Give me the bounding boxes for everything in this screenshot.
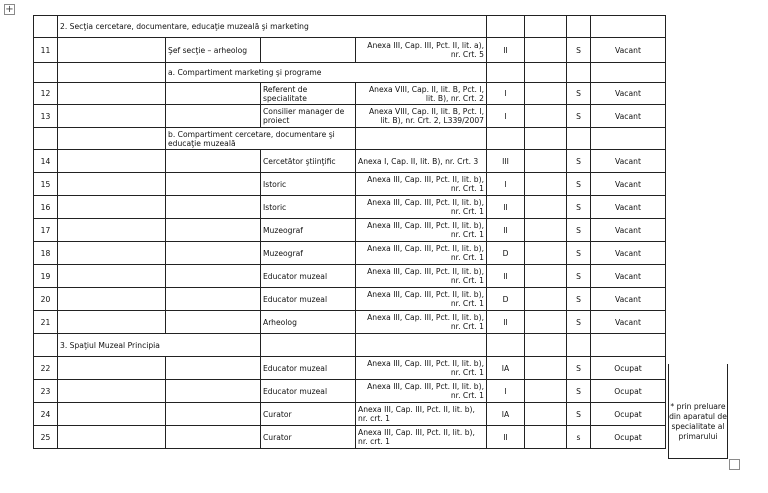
grade-cell: I (487, 105, 525, 128)
table-row (34, 403, 666, 426)
legal-ref-cell: Anexa III, Cap. III, Pct. II, lit. b), nr. Crt. 1 (356, 173, 487, 196)
grade-cell: I (487, 173, 525, 196)
grade-cell: II (487, 38, 525, 63)
footnote-cell (668, 364, 728, 459)
grade-cell: IA (487, 357, 525, 380)
status-cell: Vacant (591, 288, 666, 311)
post-cell: Cercetător ştiinţific (261, 150, 356, 173)
section-row (34, 128, 666, 150)
grade-cell: III (487, 150, 525, 173)
post-cell: Educator muzeal (261, 265, 356, 288)
post-cell: Istoric (261, 196, 356, 219)
status-cell: Vacant (591, 150, 666, 173)
table-row (34, 150, 666, 173)
status-cell: Vacant (591, 242, 666, 265)
status-cell: Vacant (591, 83, 666, 105)
post-cell: Referent de specialitate (261, 83, 356, 105)
table-row (34, 219, 666, 242)
grade-cell: II (487, 196, 525, 219)
status-cell: Vacant (591, 265, 666, 288)
status-cell: Vacant (591, 196, 666, 219)
status-cell: Ocupat (591, 357, 666, 380)
studies-cell: S (567, 288, 591, 311)
table-row (34, 242, 666, 265)
table-row (34, 105, 666, 128)
studies-cell: S (567, 242, 591, 265)
row-number: 14 (34, 150, 58, 173)
row-number: 22 (34, 357, 58, 380)
grade-cell: D (487, 288, 525, 311)
row-number: 16 (34, 196, 58, 219)
status-cell: Vacant (591, 219, 666, 242)
post-cell: Educator muzeal (261, 357, 356, 380)
legal-ref-cell: Anexa III, Cap. III, Pct. II, lit. b), nr. crt. 1 (356, 426, 487, 449)
studies-cell: S (567, 173, 591, 196)
table-row (34, 196, 666, 219)
grade-cell: I (487, 380, 525, 403)
legal-ref-cell: Anexa III, Cap. III, Pct. II, lit. b), nr. Crt. 1 (356, 242, 487, 265)
studies-cell: S (567, 357, 591, 380)
grade-cell: II (487, 219, 525, 242)
grade-cell: II (487, 265, 525, 288)
row-number: 21 (34, 311, 58, 334)
legal-ref-cell: Anexa III, Cap. III, Pct. II, lit. a), nr. Crt. 5 (356, 38, 487, 63)
row-number: 20 (34, 288, 58, 311)
post-cell: Arheolog (261, 311, 356, 334)
studies-cell: S (567, 83, 591, 105)
table-resize-handle-icon[interactable] (729, 459, 740, 470)
status-cell: Ocupat (591, 380, 666, 403)
post-cell: Istoric (261, 173, 356, 196)
legal-ref-cell: Anexa III, Cap. III, Pct. II, lit. b), nr. Crt. 1 (356, 357, 487, 380)
post-cell: Consilier manager de proiect (261, 105, 356, 128)
row-number: 19 (34, 265, 58, 288)
studies-cell: S (567, 150, 591, 173)
table-row (34, 38, 666, 63)
grade-cell: II (487, 426, 525, 449)
row-number: 17 (34, 219, 58, 242)
grade-cell: II (487, 311, 525, 334)
row-number: 24 (34, 403, 58, 426)
table-row (34, 173, 666, 196)
studies-cell: S (567, 196, 591, 219)
row-number: 12 (34, 83, 58, 105)
section-title: 2. Secţia cercetare, documentare, educaţie muzeală şi marketing (58, 16, 487, 38)
row-number: 15 (34, 173, 58, 196)
subsection-title: a. Compartiment marketing şi programe (166, 63, 487, 83)
post-cell: Educator muzeal (261, 288, 356, 311)
status-cell: Vacant (591, 105, 666, 128)
studies-cell: S (567, 105, 591, 128)
grade-cell: IA (487, 403, 525, 426)
legal-ref-cell: Anexa III, Cap. III, Pct. II, lit. b), nr. crt. 1 (356, 403, 487, 426)
studies-cell: S (567, 219, 591, 242)
post-cell: Curator (261, 426, 356, 449)
status-cell: Ocupat (591, 426, 666, 449)
table-row (34, 380, 666, 403)
table-move-handle-icon[interactable]: + (5, 4, 14, 15)
section-row (34, 16, 666, 38)
post-cell: Muzeograf (261, 242, 356, 265)
row-number: 18 (34, 242, 58, 265)
subsection-title: b. Compartiment cercetare, documentare şi educaţie muzeală (166, 128, 356, 150)
legal-ref-cell: Anexa III, Cap. III, Pct. II, lit. b), nr. Crt. 1 (356, 288, 487, 311)
status-cell: Vacant (591, 311, 666, 334)
studies-cell: S (567, 311, 591, 334)
table-row (34, 265, 666, 288)
footnote-text: * prin preluare din aparatul de specialitate al primarului (669, 402, 727, 441)
status-cell: Vacant (591, 173, 666, 196)
row-number: 13 (34, 105, 58, 128)
table-row (34, 357, 666, 380)
studies-cell: S (567, 265, 591, 288)
post-cell: Educator muzeal (261, 380, 356, 403)
studies-cell: S (567, 380, 591, 403)
section-row (34, 334, 666, 357)
legal-ref-cell: Anexa III, Cap. III, Pct. II, lit. b), nr. Crt. 1 (356, 380, 487, 403)
legal-ref-cell: Anexa VIII, Cap. II, lit. B, Pct. I, lit. B), nr. Crt. 2 (356, 83, 487, 105)
studies-cell: S (567, 38, 591, 63)
status-cell: Ocupat (591, 403, 666, 426)
function-cell: Şef secţie – arheolog (166, 38, 261, 63)
legal-ref-cell: Anexa III, Cap. III, Pct. II, lit. b), nr. Crt. 1 (356, 196, 487, 219)
table-row (34, 83, 666, 105)
status-cell: Vacant (591, 38, 666, 63)
row-number: 25 (34, 426, 58, 449)
table-row (34, 426, 666, 449)
row-number: 11 (34, 38, 58, 63)
section-row (34, 63, 666, 83)
legal-ref-cell: Anexa III, Cap. III, Pct. II, lit. b), nr. Crt. 1 (356, 311, 487, 334)
table-row (34, 311, 666, 334)
grade-cell: I (487, 83, 525, 105)
studies-cell: s (567, 426, 591, 449)
table-row (34, 288, 666, 311)
post-cell: Curator (261, 403, 356, 426)
staff-table (33, 15, 666, 449)
legal-ref-cell: Anexa III, Cap. III, Pct. II, lit. b), nr. Crt. 1 (356, 265, 487, 288)
legal-ref-cell: Anexa VIII, Cap. II, lit. B, Pct. I, lit. B), nr. Crt. 2, L339/2007 (356, 105, 487, 128)
legal-ref-cell: Anexa I, Cap. II, lit. B), nr. Crt. 3 (356, 150, 487, 173)
studies-cell: S (567, 403, 591, 426)
row-number: 23 (34, 380, 58, 403)
legal-ref-cell: Anexa III, Cap. III, Pct. II, lit. b), nr. Crt. 1 (356, 219, 487, 242)
section-title: 3. Spaţiul Muzeal Principia (58, 334, 261, 357)
post-cell: Muzeograf (261, 219, 356, 242)
grade-cell: D (487, 242, 525, 265)
